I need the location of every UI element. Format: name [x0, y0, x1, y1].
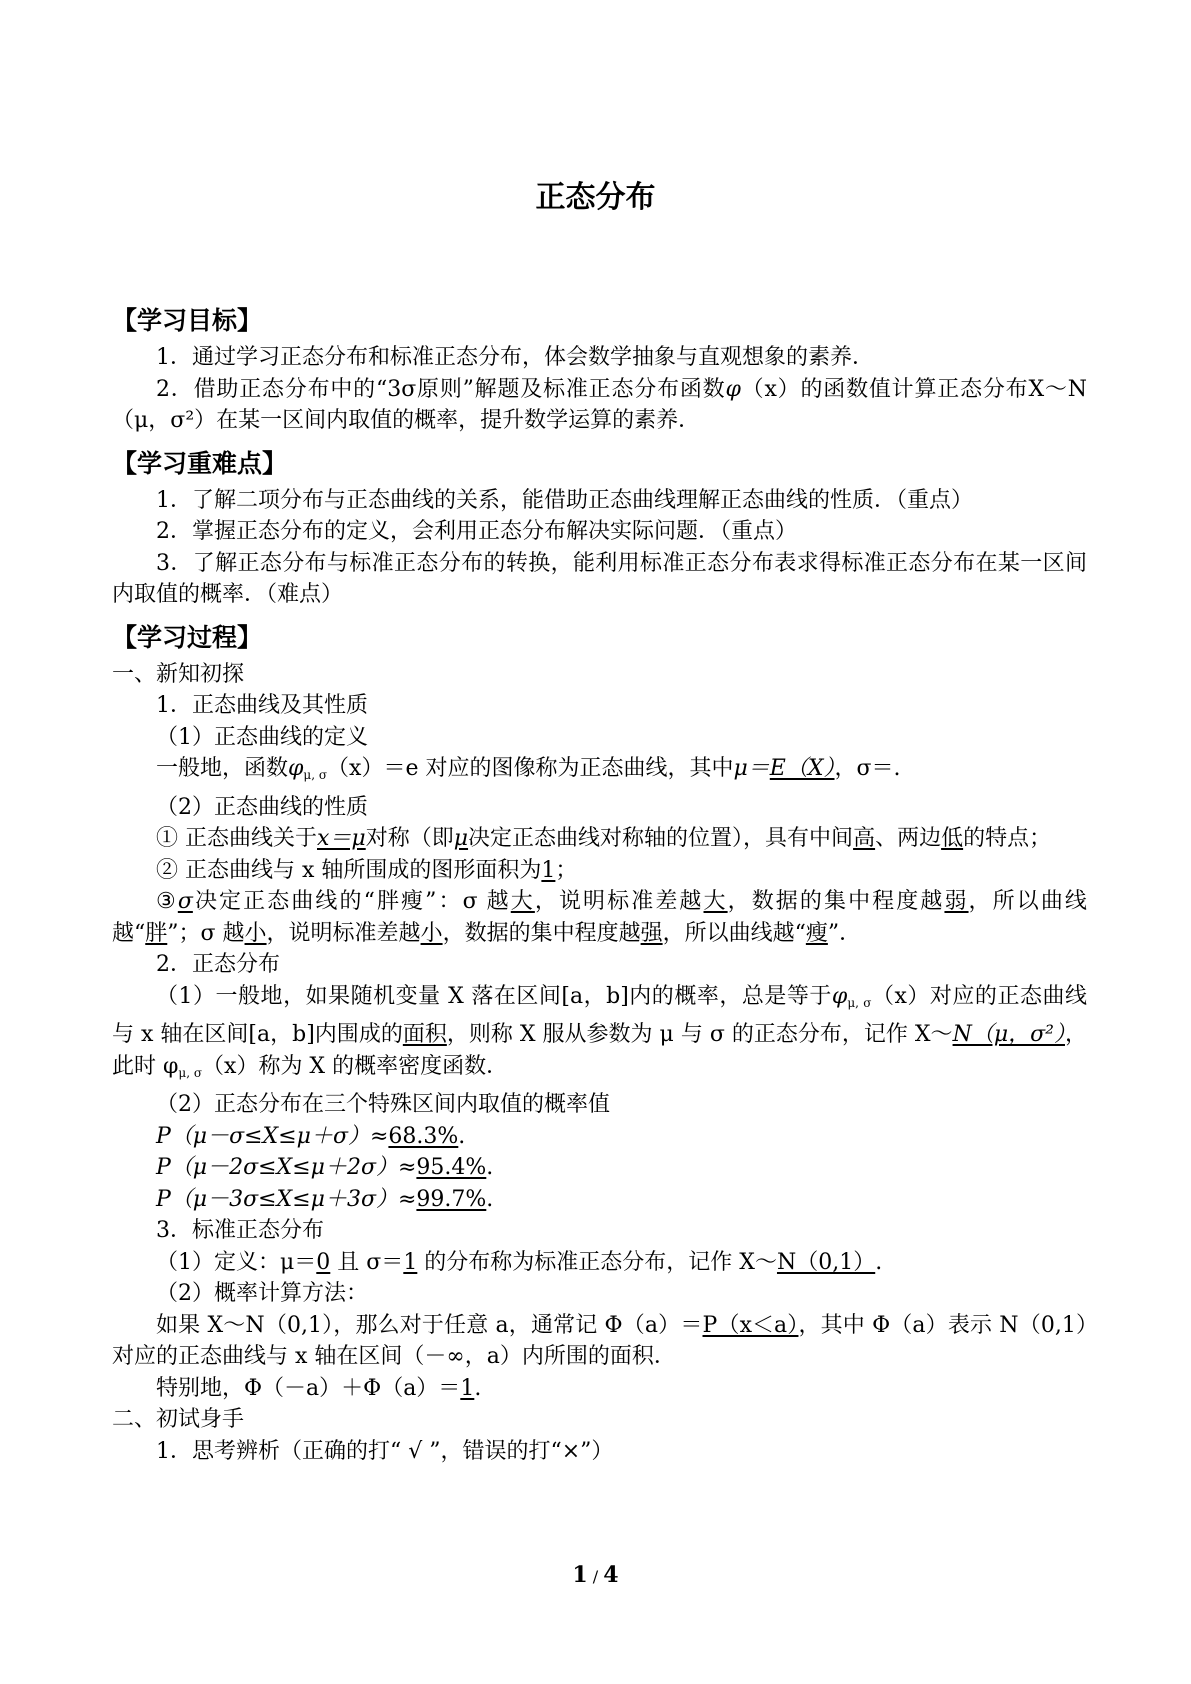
subsection-1-2: 2．正态分布 — [156, 952, 280, 977]
page-number — [0, 1562, 1191, 1588]
probability-1sigma: P（μ－σ≤X≤μ＋σ）≈68.3%. — [156, 1123, 466, 1149]
probability-calculation: 如果 X～N（0,1），那么对于任意 a，通常记 Φ（a）＝P（x＜a），其中 Φ（a）表示 N（0,1）对应的正态曲线与 x 轴在区间（－∞，a）内所围的面积． — [112, 1312, 1087, 1369]
subsection-1-3: 3．标准正态分布 — [156, 1218, 324, 1243]
property-1: ① 正态曲线关于x＝μ对称（即μ决定正态曲线对称轴的位置），具有中间高、两边低的特点； — [156, 826, 1052, 851]
heading-goals: 【学习目标】 — [112, 306, 263, 335]
subsection-1-1-1: （1）正态曲线的定义 — [156, 724, 368, 750]
standard-normal-definition: （1）定义：μ＝0 且 σ＝1 的分布称为标准正态分布，记作 X～N（0,1）. — [156, 1249, 883, 1275]
property-2: ② 正态曲线与 x 轴所围成的图形面积为1； — [156, 857, 578, 883]
page-separator: / — [587, 1567, 604, 1586]
probability-3sigma: P（μ－3σ≤X≤μ＋3σ）≈99.7%. — [156, 1186, 494, 1212]
document-body — [112, 300, 1087, 1467]
section-2-heading: 二、初试身手 — [112, 1407, 245, 1432]
curve-definition: 一般地，函数$\varphi_{\mu, \sigma}(x)=e$ 对应的图像称为正态曲线，其中μ＝E（X），σ＝. — [156, 756, 901, 782]
goal-1: 1．通过学习正态分布和标准正态分布，体会数学抽象与直观想象的素养． — [156, 345, 874, 370]
subsection-1-3-2: （2）概率计算方法： — [156, 1281, 368, 1306]
subsection-1-1: 1．正态曲线及其性质 — [156, 693, 368, 718]
property-3: ③σ决定正态曲线的“胖瘦”：σ 越大，说明标准差越大，数据的集中程度越弱，所以曲线越“胖”；σ 越小，说明标准差越小，数据的集中程度越强，所以曲线越“瘦”． — [112, 889, 1087, 946]
heading-process: 【学习过程】 — [112, 622, 263, 652]
key-point-2: 2．掌握正态分布的定义，会利用正态分布解决实际问题．（重点） — [156, 519, 797, 544]
page-title: 正态分布 — [535, 180, 656, 215]
total-pages: 4 — [603, 1562, 619, 1588]
goal-2: 2．借助正态分布中的“3σ原则”解题及标准正态分布函数φ（x）的函数值计算正态分布X～N（μ，σ²）在某一区间内取值的概率，提升数学运算的素养． — [112, 376, 1087, 433]
section-1-heading: 一、新知初探 — [112, 661, 245, 687]
current-page: 1 — [572, 1562, 588, 1588]
key-point-1: 1．了解二项分布与正态曲线的关系，能借助正态曲线理解正态曲线的性质．（重点） — [156, 487, 973, 513]
special-case: 特别地，Φ（－a）＋Φ（a）＝1. — [156, 1375, 482, 1401]
probability-2sigma: P（μ－2σ≤X≤μ＋2σ）≈95.4%. — [156, 1155, 494, 1180]
subsection-1-2-2: （2）正态分布在三个特殊区间内取值的概率值 — [156, 1092, 610, 1117]
key-point-3: 3．了解正态分布与标准正态分布的转换，能利用标准正态分布表求得标准正态分布在某一区间内取值的概率．（难点） — [112, 550, 1087, 607]
heading-key-points: 【学习重难点】 — [112, 448, 288, 478]
exercise-1: 1．思考辨析（正确的打“ √ ”，错误的打“×”） — [156, 1438, 614, 1464]
subsection-1-1-2: （2）正态曲线的性质 — [156, 794, 368, 820]
normal-distribution-definition: （1）一般地，如果随机变量 X 落在区间[a，b]内的概率，总是等于$\varphi_{\mu, \sigma}(x)$对应的正态曲线与 x 轴在区间[a，b]内围成的面积，则称 X 服从参数为 μ 与 σ 的正态分布，记作 X～N（μ，σ²），此时 $\varphi_{\mu, \sigma}(x)$称为 X 的概率密度函数． — [112, 983, 1087, 1080]
